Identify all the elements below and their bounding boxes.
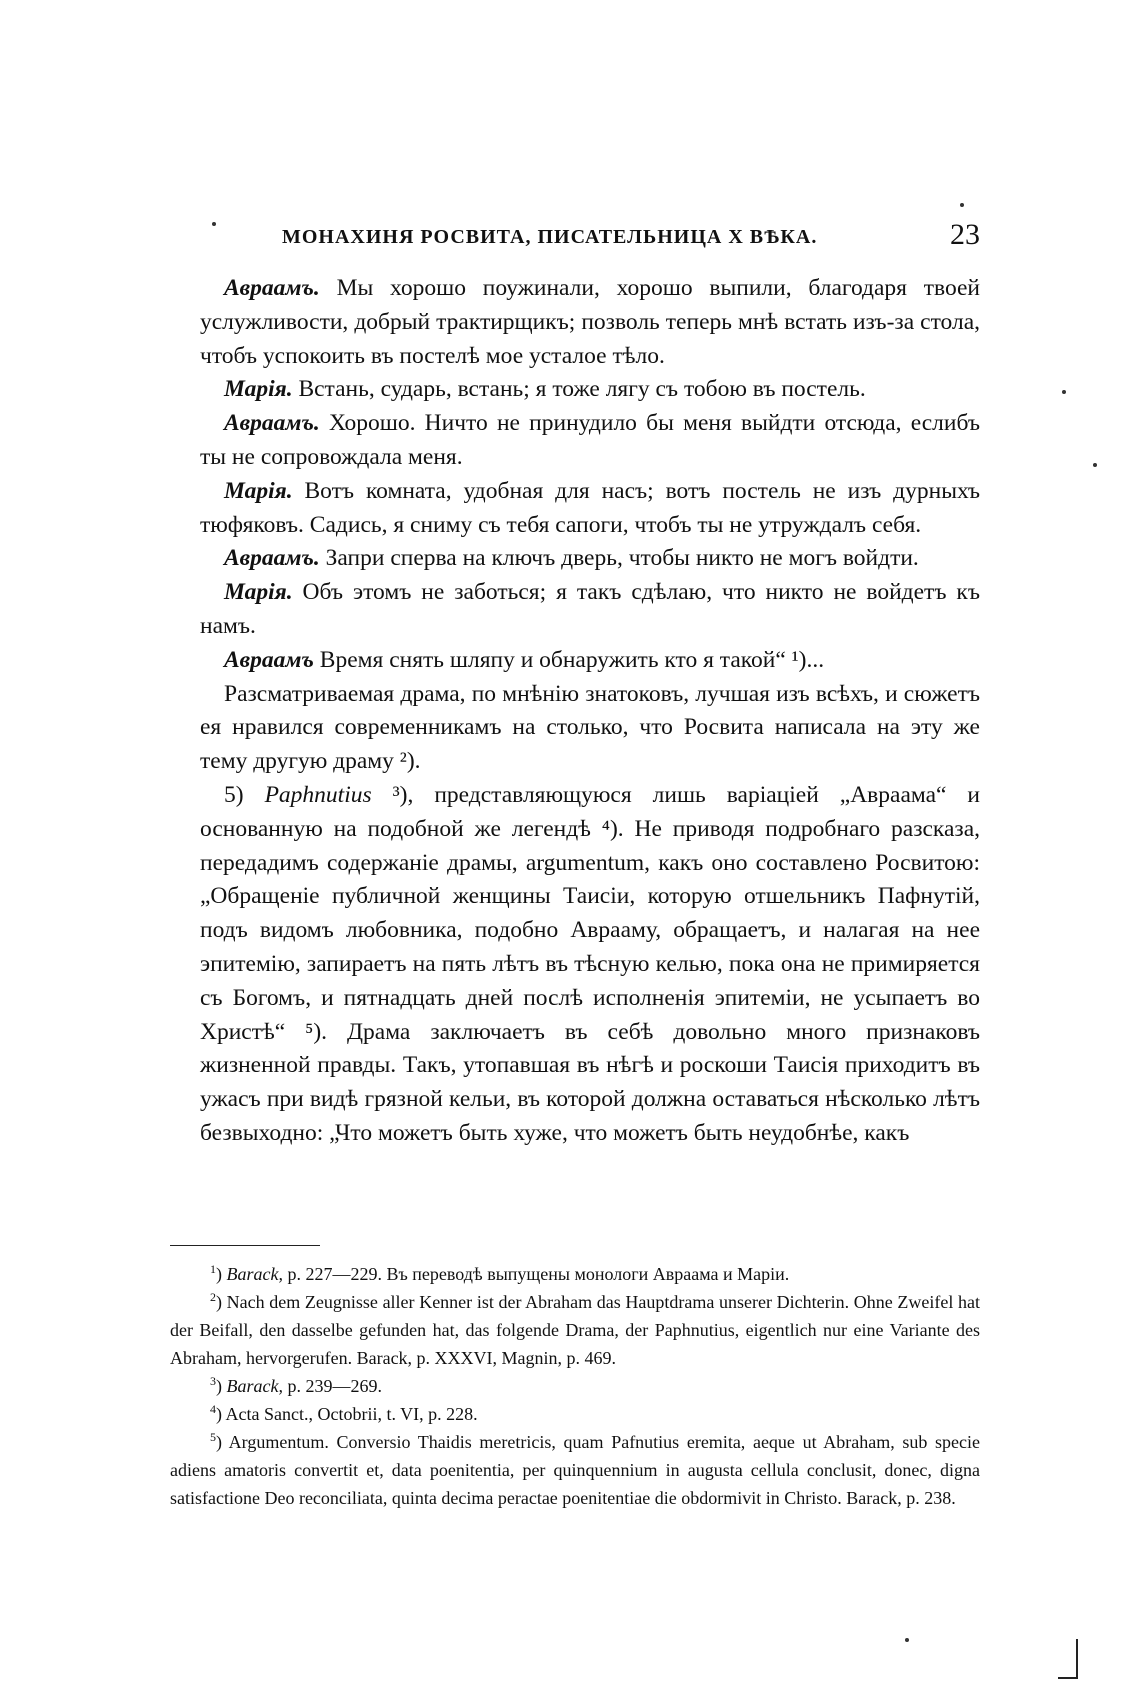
footnote-mark: 1 <box>210 1262 216 1276</box>
footnote: $^4$) Acta Sanct., Octobrii, t. VI, p. 228. <box>210 1402 478 1424</box>
dialogue-line <box>200 407 980 475</box>
footnote-mark: 4 <box>210 1402 216 1416</box>
line-text: Время снять шляпу и обнаружить кто я такой“ ¹)... <box>313 646 825 673</box>
footnote: $^2$) Nach dem Zeugnisse aller Kenner ist der Abraham das Hauptdrama unserer Dichterin. Ohne Zweifel hat der Beifall, den dasselbe gefunden hat, das folgende Drama, der Paphnutius, eigentlich nur eine Variante des Abraham, hervorgerufen. Barack, p. XXXVI, Magnin, p. 469. <box>170 1290 981 1368</box>
paragraph: Разсматриваемая драма, по мнѣнію знатоковъ, лучшая изъ всѣхъ, и сюжетъ ея нравился современникамъ на столько, что Росвита написала на эту же тему другую драму ²). <box>200 680 980 775</box>
speck <box>1093 463 1097 467</box>
dialogue-line <box>200 542 980 576</box>
line-text: Мы хорошо поужинали, хорошо выпили, благодаря твоей услужливости, добрый трактирщикъ; позволь теперь мнѣ встать изъ-за стола, чтобъ успокоить въ постелѣ мое усталое тѣло. <box>200 275 980 369</box>
speaker-name: Авраамъ. <box>224 545 320 572</box>
line-text: Хорошо. Ничто не принудило бы меня выйдти отсюда, еслибъ ты не сопровождала меня. <box>200 410 980 470</box>
line-text: Объ этомъ не заботься; я такъ сдѣлаю, что никто не войдетъ къ намъ. <box>200 579 980 639</box>
footnote-mark: 2 <box>210 1290 216 1304</box>
paragraph-text: ³), представляющуюся лишь варіаціей „Авраама“ и основанную на подобной же легендѣ ⁴). Не приводя подробнаго разсказа, передадимъ содержаніе драмы, argumentum, какъ оно составлено Росвитою: „Обращеніе публичной женщины Таисіи, которую отшельникъ Пафнутій, подъ видомъ любовника, подобно Аврааму, обращаетъ, и налагая на нее эпитемію, запираетъ на пять лѣтъ въ тѣсную келью, пока она не примиряется съ Богомъ, и пятнадцать дней послѣ исполненія эпитеміи, не усыпаетъ во Христѣ“ ⁵). Драма заключаетъ въ себѣ довольно много признаковъ жизненной правды. Такъ, утопавшая въ нѣгѣ и роскоши Таисія приходитъ въ ужасъ при видѣ грязной кельи, въ которой должна оставаться нѣсколько лѣтъ безвыходно: „Что можетъ быть хуже, что можетъ быть неудобнѣе, какъ <box>200 781 981 1146</box>
work-title: Paphnutius <box>264 781 372 808</box>
line-text: Встань, сударь, встань; я тоже лягу съ тобою въ постель. <box>292 376 866 403</box>
speaker-name: Авраамъ. <box>224 275 320 301</box>
footnote: $^5$) Argumentum. Conversio Thaidis meretricis, quam Pafnutius eremita, aeque ut Abraham, sub specie adiens amatoris convertit et, data poenitentia, per quinquennium in augusta cellula conclusit, donec, digna satisfactione Deo reconciliata, quinta decima peractae poenitentiae die obdormivit in Christo. Barack, p. 238. <box>170 1430 980 1508</box>
dialogue-line <box>200 475 980 543</box>
page-number: 23 <box>950 218 980 251</box>
dialogue-line <box>200 644 980 678</box>
dialogue-line <box>200 272 980 373</box>
footnote-divider <box>170 1245 320 1246</box>
speck <box>212 222 216 226</box>
item-number: 5) <box>224 781 265 808</box>
footnote-text: Argumentum. Conversio Thaidis meretricis, quam Pafnutius eremita, aeque ut Abraham, sub specie adiens amatoris convertit et, data poenitentia, per quinquennium in augusta cellula conclusit, donec, digna satisfactione Deo reconciliata, quinta decima peractae poenitentiae die obdormivit in Christo. Barack, p. 238. <box>170 1432 980 1508</box>
footnote: $^3$) Barack, p. 239—269. <box>210 1374 382 1396</box>
speaker-name: Марія. <box>224 477 293 504</box>
footnote-mark: 3 <box>210 1374 216 1388</box>
footnote-mark: 5 <box>210 1430 216 1444</box>
main-text <box>200 272 980 1151</box>
crop-mark <box>1058 1639 1078 1679</box>
speck <box>960 203 964 207</box>
footnote-text: Nach dem Zeugnisse aller Kenner ist der Abraham das Hauptdrama unserer Dichterin. Ohne Zweifel hat der Beifall, den dasselbe gefunden hat, das folgende Drama, der Paphnutius, eigentlich nur eine Variante des Abraham, hervorgerufen. Barack, p. XXXVI, Magnin, p. 469. <box>170 1292 981 1368</box>
speaker-name: Марія. <box>224 376 293 403</box>
footnote-text: p. 239—269. <box>282 1376 382 1396</box>
footnotes <box>170 1260 980 1512</box>
dialogue-line <box>200 576 980 644</box>
line-text: Запри сперва на ключъ дверь, чтобы никто не могъ войдти. <box>319 545 919 572</box>
line-text: Вотъ комната, удобная для насъ; вотъ постель не изъ дурныхъ тюфяковъ. Садись, я сниму съ тебя сапоги, чтобъ ты не утруждалъ себя. <box>200 477 980 538</box>
footnote-author: Barack, <box>226 1376 283 1396</box>
footnote-text: p. 227—229. Въ переводѣ выпущены монологи Авраама и Маріи. <box>282 1264 790 1284</box>
speaker-name: Авраамъ <box>224 646 314 673</box>
dialogue-line <box>200 373 980 407</box>
paragraph <box>200 779 980 1151</box>
speaker-name: Марія. <box>224 579 293 606</box>
footnote-author: Barack, <box>226 1264 283 1284</box>
running-head: МОНАХИНЯ РОСВИТА, ПИСАТЕЛЬНИЦА X ВѢКА. <box>282 226 818 248</box>
footnote-text: Acta Sanct., Octobrii, t. VI, p. 228. <box>225 1404 478 1424</box>
speck <box>905 1638 909 1642</box>
speaker-name: Авраамъ. <box>224 410 320 437</box>
footnote: $^1$) Barack, p. 227—229. Въ переводѣ выпущены монологи Авраама и Маріи. <box>210 1262 790 1284</box>
speck <box>1062 390 1066 394</box>
page-header <box>200 218 980 258</box>
